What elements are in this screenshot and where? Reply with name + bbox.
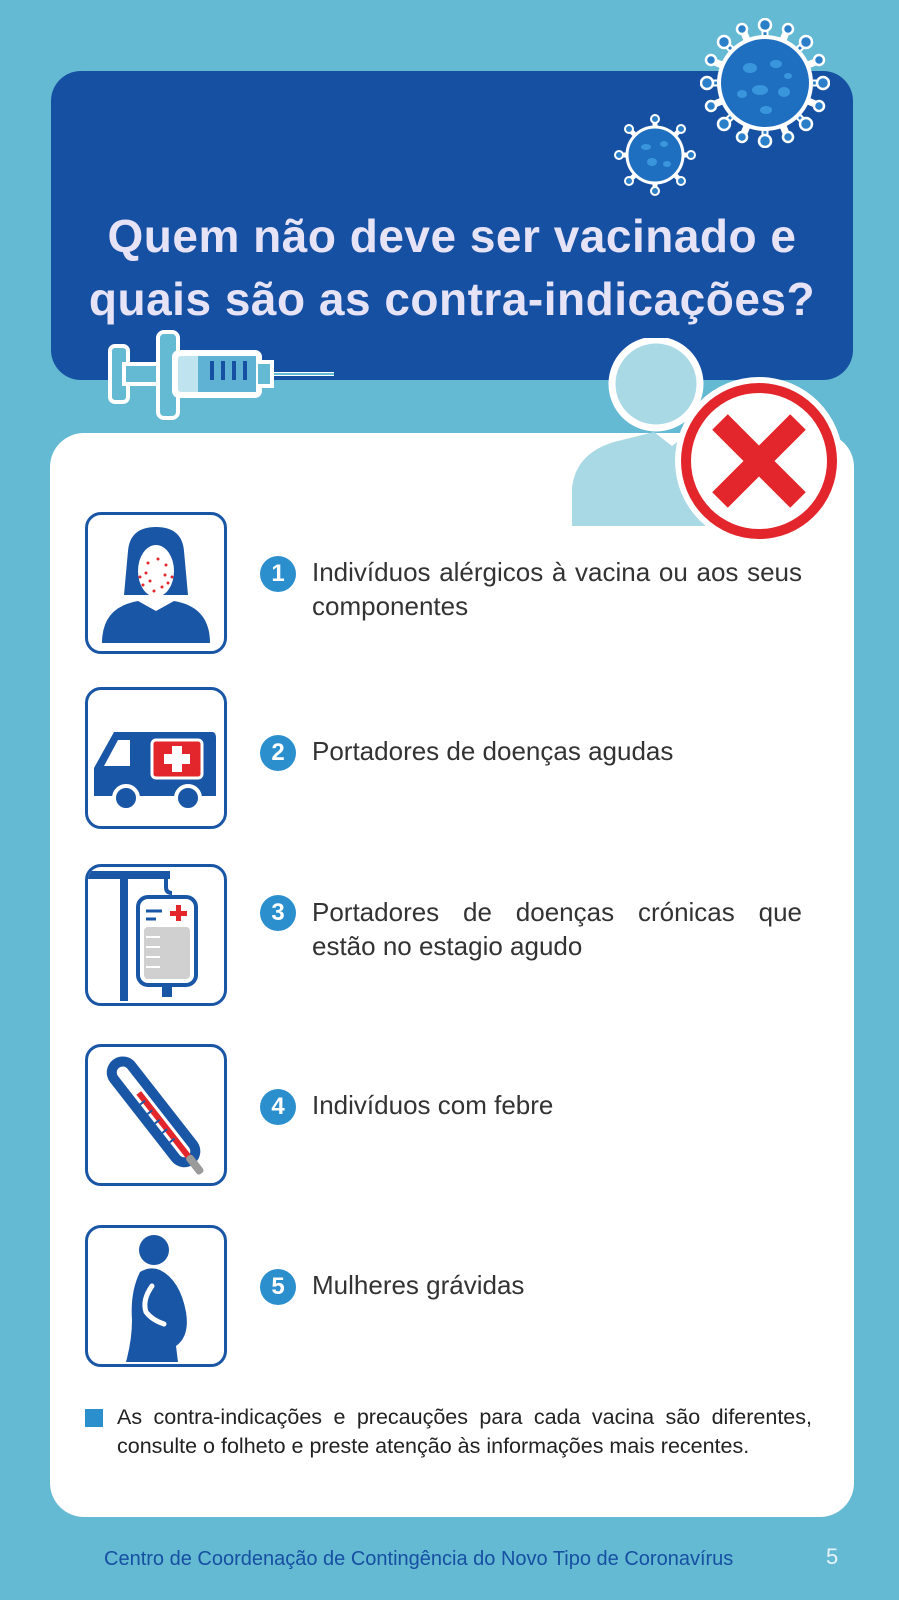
item-number-badge: 2: [260, 735, 296, 771]
item-number-badge: 1: [260, 556, 296, 592]
syringe-icon: [108, 328, 340, 428]
item-text: Indivíduos com febre: [312, 1090, 554, 1120]
page-title: [51, 205, 853, 331]
item-text: Indivíduos alérgicos à vacina ou aos seus componentes: [312, 557, 802, 621]
thermometer-icon: [85, 1044, 227, 1186]
item-number-badge: 4: [260, 1089, 296, 1125]
page-number: 5: [826, 1544, 839, 1569]
virus-icon-large: [700, 18, 830, 148]
title-line-1: Quem não deve ser vacinado e: [107, 210, 797, 262]
iv-drip-icon: [85, 864, 227, 1006]
ambulance-icon: [85, 687, 227, 829]
footer-organization: Centro de Coordenação de Contingência do Novo Tipo de Coronavírus: [104, 1548, 734, 1570]
note-text: As contra-indicações e precauções para cada vacina são diferentes, consulte o folheto e preste atenção às informações mais recentes.: [117, 1405, 812, 1458]
title-line-2: quais são as contra-indicações?: [88, 273, 816, 325]
no-vaccine-person-icon: [572, 338, 850, 548]
item-text: Mulheres grávidas: [312, 1270, 525, 1300]
virus-icon-small: [614, 114, 696, 196]
pregnant-woman-icon: [85, 1225, 227, 1367]
note-bullet: [85, 1409, 103, 1427]
item-text: Portadores de doenças crónicas que estão no estagio agudo: [312, 897, 802, 961]
item-number-badge: 3: [260, 895, 296, 931]
item-number-badge: 5: [260, 1269, 296, 1305]
item-text: Portadores de doenças agudas: [312, 736, 674, 766]
allergic-person-icon: [85, 512, 227, 654]
